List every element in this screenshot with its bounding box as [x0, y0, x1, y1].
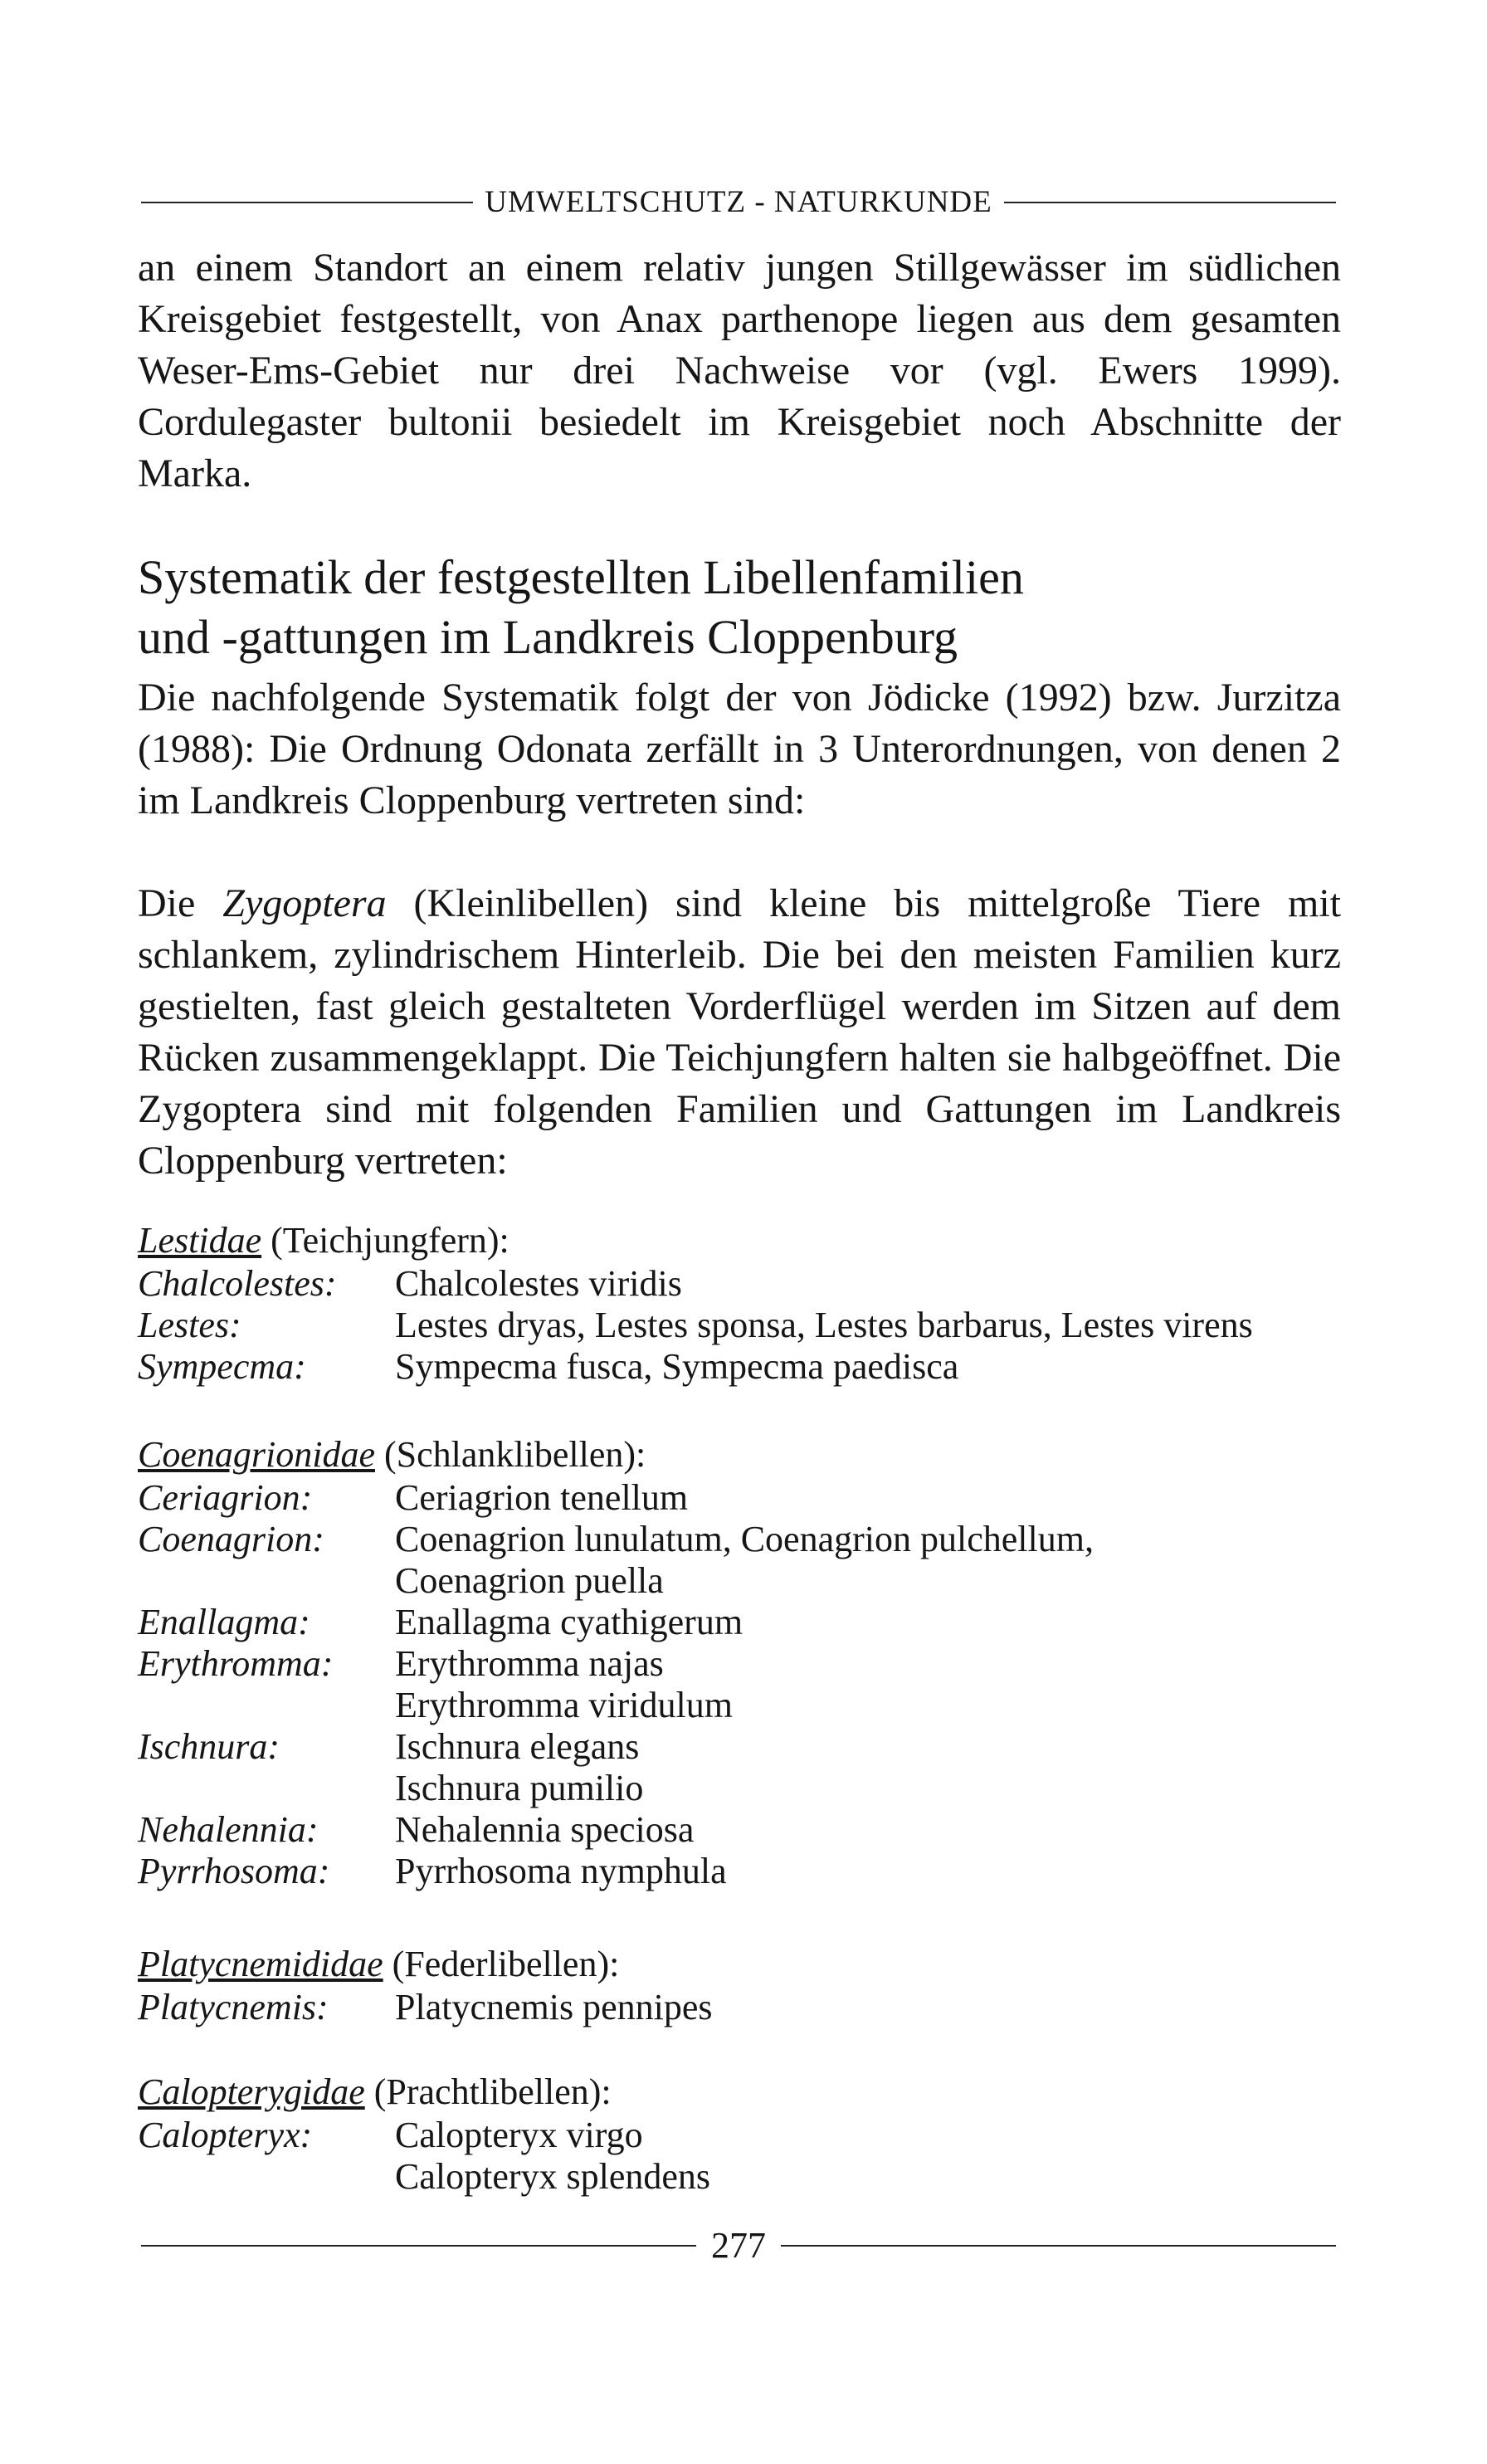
footer-rule-left [141, 2245, 696, 2247]
family-platycnemididae [138, 1942, 1358, 2028]
genus-entry [138, 1851, 1358, 1892]
species-list: Pyrrhosoma nymphula [395, 1851, 727, 1891]
zygoptera-paragraph [138, 878, 1341, 1187]
family-common-name: (Schlanklibellen): [374, 1434, 646, 1475]
header-rule-left [141, 202, 473, 203]
genus-name [138, 1560, 395, 1602]
species-list: Coenagrion lunulatum, Coenagrion pulchellum, [395, 1519, 1094, 1559]
genus-name: Enallagma: [138, 1602, 310, 1642]
species-list: Ischnura pumilio [395, 1768, 644, 1808]
genus-entry [138, 1346, 1358, 1388]
genus-entry [138, 1305, 1358, 1346]
species-list: Platycnemis pennipes [395, 1987, 713, 2027]
species-list: Ceriagrion tenellum [395, 1477, 689, 1518]
species-list: Lestes dryas, Lestes sponsa, Lestes barbarus, Lestes virens [395, 1305, 1253, 1345]
genus-entry [138, 1809, 1358, 1851]
genus-name [138, 1768, 395, 1809]
genus-entry [138, 1987, 1358, 2028]
genus-entry [138, 1726, 1358, 1768]
genus-entry [138, 1263, 1358, 1305]
species-list: Chalcolestes viridis [395, 1263, 682, 1304]
species-list: Calopteryx splendens [395, 2156, 711, 2197]
section-heading-line-2: und -gattungen im Landkreis Cloppenburg [138, 610, 958, 664]
genus-name: Pyrrhosoma: [138, 1851, 330, 1891]
family-title [138, 1218, 1358, 1263]
genus-entry [138, 1560, 1358, 1602]
header-rule-right [1004, 202, 1336, 203]
page-number: 277 [711, 2225, 766, 2266]
running-header [141, 184, 1336, 220]
genus-name: Erythromma: [138, 1643, 334, 1684]
family-lestidae [138, 1218, 1358, 1388]
genus-entry [138, 2156, 1358, 2198]
genus-entry [138, 1477, 1358, 1519]
genus-name: Ceriagrion: [138, 1477, 313, 1518]
genus-name: Lestes: [138, 1305, 241, 1345]
genus-entry [138, 1643, 1358, 1685]
family-name: Coenagrionidae [138, 1434, 375, 1475]
species-list: Erythromma viridulum [395, 1685, 733, 1725]
species-list: Nehalennia speciosa [395, 1809, 695, 1850]
genus-name: Platycnemis: [138, 1987, 329, 2027]
genus-name: Calopteryx: [138, 2115, 313, 2155]
family-title [138, 2070, 1358, 2115]
genus-name: Sympecma: [138, 1346, 306, 1387]
family-name: Calopterygidae [138, 2071, 365, 2112]
genus-name [138, 2156, 395, 2198]
zygoptera-prefix: Die [138, 881, 223, 925]
intro-paragraph: an einem Standort an einem relativ jungen Stillgewässer im südlichen Kreisgebiet festgestellt, von Anax parthenope liegen aus dem gesamten Weser-Ems-Gebiet nur drei Nachweise vor (vgl. Ewers 1999). Cordulegaster bultonii besiedelt im Kreisgebiet noch Abschnitte der Marka. [138, 246, 1341, 495]
section-heading [138, 548, 1349, 667]
species-list: Ischnura elegans [395, 1726, 640, 1767]
genus-name [138, 1685, 395, 1726]
family-calopterygidae [138, 2070, 1358, 2198]
species-list: Coenagrion puella [395, 1560, 664, 1601]
genus-entry [138, 1519, 1358, 1560]
genus-name: Ischnura: [138, 1726, 280, 1767]
species-list: Sympecma fusca, Sympecma paedisca [395, 1346, 959, 1387]
family-common-name: (Federlibellen): [383, 1944, 620, 1984]
genus-entry [138, 1602, 1358, 1643]
zygoptera-text: (Kleinlibellen) sind kleine bis mittelgroße Tiere mit schlankem, zylindrischem Hinterleib. Die bei den meisten Familien kurz gestielten, fast gleich gestalteten Vorderflügel werden im Sitzen auf dem Rücken zusammengeklappt. Die Teichjungfern halten sie halbgeöffnet. Die Zygoptera sind mit folgenden Familien und Gattungen im Landkreis Cloppenburg vertreten: [138, 881, 1341, 1183]
genus-name: Coenagrion: [138, 1519, 324, 1559]
genus-entry [138, 2115, 1358, 2156]
family-title [138, 1432, 1358, 1477]
systematik-paragraph: Die nachfolgende Systematik folgt der von Jödicke (1992) bzw. Jurzitza (1988): Die Ordnung Odonata zerfällt in 3 Unterordnungen, von denen 2 im Landkreis Cloppenburg vertreten sind: [138, 676, 1341, 822]
family-coenagrionidae [138, 1432, 1358, 1892]
zygoptera-term: Zygoptera [222, 881, 387, 925]
genus-name: Nehalennia: [138, 1809, 319, 1850]
genus-name: Chalcolestes: [138, 1263, 337, 1304]
genus-entry [138, 1768, 1358, 1809]
species-list: Enallagma cyathigerum [395, 1602, 744, 1642]
family-name: Platycnemididae [138, 1944, 383, 1984]
family-common-name: (Teichjungfern): [261, 1220, 509, 1261]
species-list: Calopteryx virgo [395, 2115, 643, 2155]
family-common-name: (Prachtlibellen): [364, 2071, 612, 2112]
page-footer [141, 2224, 1336, 2266]
family-name: Lestidae [138, 1220, 262, 1261]
genus-entry [138, 1685, 1358, 1726]
footer-rule-right [781, 2245, 1336, 2247]
family-title [138, 1942, 1358, 1987]
species-list: Erythromma najas [395, 1643, 664, 1684]
section-heading-line-1: Systematik der festgestellten Libellenfamilien [138, 550, 1024, 604]
header-title: UMWELTSCHUTZ - NATURKUNDE [485, 185, 992, 219]
